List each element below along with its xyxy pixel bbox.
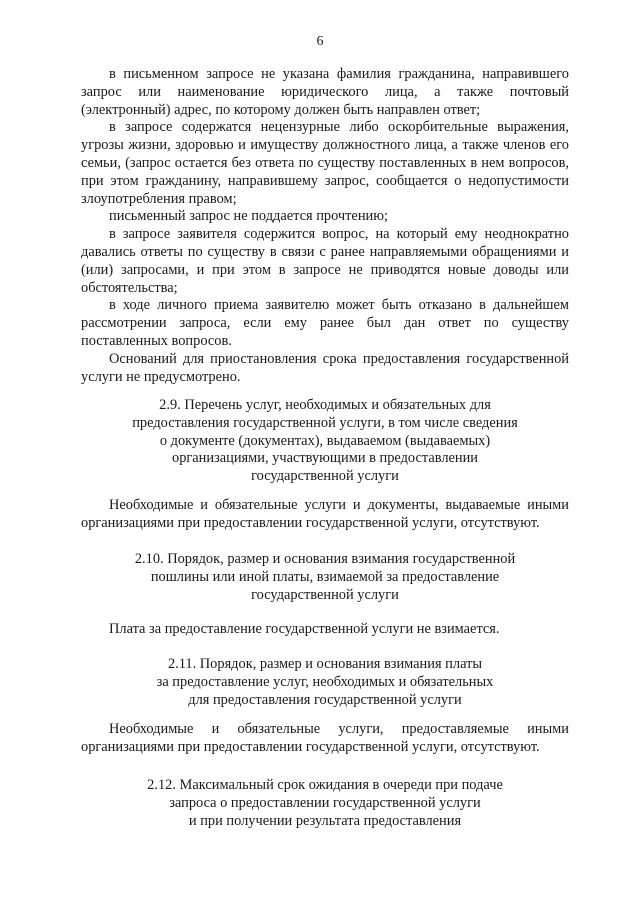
section-2-11-text-block	[81, 721, 569, 757]
heading-line: государственной услуги	[251, 468, 399, 485]
section-2-11-heading	[81, 656, 569, 709]
section-2-9-text-block	[81, 497, 569, 533]
heading-line: запроса о предоставлении государственной услуги	[169, 794, 481, 811]
page-number: 6	[316, 34, 324, 49]
section-2-10-heading	[81, 551, 569, 604]
heading-line: и при получении результата предоставления	[188, 812, 462, 829]
paragraph-obscene-content: в запросе содержатся нецензурные либо оскорбительные выражения, угрозы жизни, здоровью и имуществу должностного лица, а также членов его семьи, (запрос остается без ответа по существу поставленных в нем вопросов, при этом гражданину, направившему запрос, сообщается о недопустимости злоупотребления правом;	[81, 119, 569, 207]
heading-line: пошлины или иной платы, взимаемой за предоставление	[150, 568, 500, 585]
section-2-9-text: Необходимые и обязательные услуги и документы, выдаваемые иными организациями при предоставлении государственной услуги, отсутствуют.	[81, 497, 569, 531]
heading-line: 2.12. Максимальный срок ожидания в очереди при подаче	[147, 777, 503, 793]
heading-line: организациями, участвующими в предоставлении	[172, 450, 478, 467]
heading-line: о документе (документах), выдаваемом (выдаваемых)	[159, 432, 491, 449]
paragraph-no-suspension: Оснований для приостановления срока предоставления государственной услуги не предусмотрено.	[81, 350, 569, 385]
paragraph-repeated-question: в запросе заявителя содержится вопрос, на который ему неоднократно давались ответы по существу в связи с ранее направляемыми обращениями и (или) запросами, и при этом в запросе не приводятся новые доводы или обстоятельства;	[81, 226, 569, 296]
section-2-10-text-block	[81, 621, 569, 639]
paragraph-missing-name: в письменном запросе не указана фамилия гражданина, направившего запрос или наименование юридического лица, а также почтовый (электронный) адрес, по которому должен быть направлен ответ;	[81, 66, 569, 118]
intro-text-block	[81, 66, 569, 386]
heading-line: государственной услуги	[251, 586, 399, 603]
heading-line: для предоставления государственной услуги	[188, 691, 462, 708]
section-2-10-text: Плата за предоставление государственной услуги не взимается.	[109, 621, 500, 637]
heading-line: за предоставление услуг, необходимых и обязательных	[156, 673, 494, 690]
heading-line: 2.10. Порядок, размер и основания взимания государственной	[134, 551, 516, 567]
section-2-11-text: Необходимые и обязательные услуги, предоставляемые иными организациями при предоставлении государственной услуги, отсутствуют.	[81, 721, 569, 755]
heading-line: 2.9. Перечень услуг, необходимых и обязательных для	[159, 397, 491, 413]
section-2-12-heading	[81, 777, 569, 830]
paragraph-personal-reception: в ходе личного приема заявителю может быть отказано в дальнейшем рассмотрении запроса, если ему ранее был дан ответ по существу поставленных вопросов.	[81, 297, 569, 349]
heading-line: 2.11. Порядок, размер и основания взимания платы	[167, 656, 483, 672]
paragraph-unreadable: письменный запрос не поддается прочтению;	[109, 208, 388, 225]
section-2-9-heading	[81, 397, 569, 486]
heading-line: предоставления государственной услуги, в том числе сведения	[132, 414, 518, 431]
